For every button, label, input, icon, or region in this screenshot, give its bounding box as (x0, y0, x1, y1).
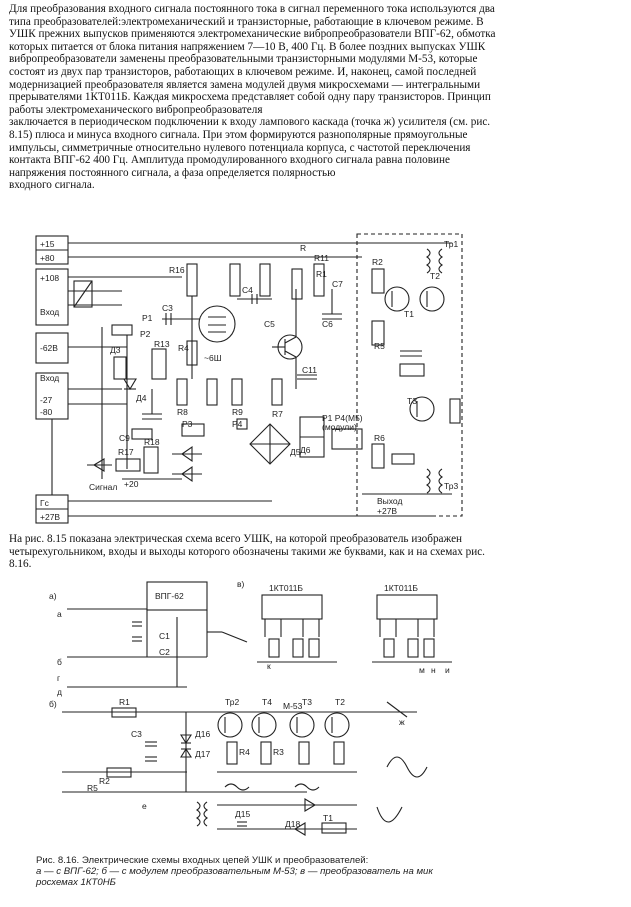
part-label: Тр1 (444, 239, 459, 249)
part-label: С3 (131, 729, 142, 739)
part-label: Р2 (140, 329, 151, 339)
part-label: Т3 (302, 697, 312, 707)
part-label: R7 (272, 409, 283, 419)
part-label: С4 (242, 285, 253, 295)
panel-label: в) (237, 579, 245, 589)
part-label: Д17 (195, 749, 211, 759)
text-line: состоят из двух пар транзисторов, работающих в ключевом режиме. И, наконец, самой последней (9, 65, 477, 78)
node-letter: д (57, 687, 62, 697)
intro-paragraph (9, 3, 609, 192)
terminal-label: Вход (40, 307, 60, 317)
part-label: С2 (159, 647, 170, 657)
part-label: Тр3 (444, 481, 459, 491)
part-label: Д15 (235, 809, 251, 819)
node-letter: и (445, 665, 450, 675)
part-label: R11 (314, 253, 329, 263)
part-label: Т1 (404, 309, 414, 319)
schematic-8-16-drawing (47, 577, 495, 853)
part-label: Д4 (136, 393, 147, 403)
part-label: R2 (99, 776, 110, 786)
part-label: R16 (169, 265, 185, 275)
terminal-label: +27В (377, 506, 398, 516)
part-label: Р3 (182, 419, 193, 429)
terminal-label: Сигнал (89, 482, 118, 492)
part-label: R5 (87, 783, 98, 793)
component-label: ВПГ-62 (155, 591, 184, 601)
part-label: Т3 (407, 396, 417, 406)
part-label: Д18 (285, 819, 301, 829)
figure-caption (36, 855, 496, 888)
text-line: которых питается от блока питания напряжением 7—10 В, 400 Гц. В более поздних выпусках УШК (9, 40, 486, 53)
text-line: заключается в периодическом подключении к входу лампового каскада (точка ж) усилителя (см. рис. (9, 116, 491, 129)
part-label: R18 (144, 437, 160, 447)
text-line: типа преобразователей:электромеханический и транзисторные, работающие в ключевом режиме. В (9, 15, 484, 28)
part-label: С7 (332, 279, 343, 289)
node-letter: а (57, 609, 62, 619)
part-label: R17 (118, 447, 134, 457)
terminal-label: +27В (40, 512, 61, 522)
node-letter: г (57, 673, 61, 683)
part-label: Д3 (110, 345, 121, 355)
part-label: С3 (162, 303, 173, 313)
part-label: R13 (154, 339, 170, 349)
part-label: ~6Ш (204, 353, 222, 363)
part-label: R9 (232, 407, 243, 417)
part-label: Т1 (323, 813, 333, 823)
node-letter: е (142, 801, 147, 811)
caption-line: росхемах 1КТ0НБ (36, 877, 116, 888)
schematic-8-15-drawing (32, 229, 467, 526)
part-label: R2 (372, 257, 383, 267)
node-letter: ж (399, 717, 405, 727)
text-line: 8.16. (9, 558, 32, 571)
text-line: На рис. 8.15 показана электрическая схема всего УШК, на которой преобразователь изображен (9, 533, 463, 545)
label: Р1 Р4(М5) (322, 413, 363, 423)
part-label: Т2 (335, 697, 345, 707)
part-label: С11 (302, 365, 317, 375)
part-label: С9 (119, 433, 130, 443)
part-label: R1 (316, 269, 327, 279)
caption-line: а — с ВПГ-62; б — с модулем преобразовательным М-53; в — преобразователь на мик (36, 866, 433, 877)
part-label: Д6 (300, 445, 311, 455)
terminal-label: -27 (40, 395, 53, 405)
component-label: М-53 (283, 701, 303, 711)
schematic-figure-8-15 (32, 229, 467, 526)
part-label: R (300, 243, 307, 253)
part-label: R6 (374, 433, 385, 443)
node-letter: м (419, 665, 425, 675)
part-label: С6 (322, 319, 333, 329)
reference-paragraph (9, 533, 609, 571)
part-label: Т4 (262, 697, 272, 707)
node-letter: к (267, 661, 271, 671)
panel-label: б) (49, 699, 57, 709)
terminal-label: +80 (40, 253, 55, 263)
terminal-label: Вход (40, 373, 60, 383)
terminal-label: -80 (40, 407, 53, 417)
part-label: С5 (264, 319, 275, 329)
text-line: напряжения постоянного сигнала, а фаза определяется полярностью (9, 166, 336, 179)
part-label: R4 (239, 747, 250, 757)
text-line: работы электромеханического вибропреобразователя (9, 103, 263, 116)
node-letter: н (431, 665, 436, 675)
text-line: вибропреобразователи заменены преобразовательными транзисторными модулями М-53, которые (9, 53, 478, 66)
text-line: прерывателями 1КТ011Б. Каждая микросхема представляет собой одну пару транзисторов. Принцип (9, 91, 491, 104)
part-label: Т2 (430, 271, 440, 281)
terminal-label: +15 (40, 239, 55, 249)
text-line: контакта ВПГ-62 400 Гц. Амплитуда промодулированного входного сигнала равна половине (9, 154, 450, 167)
text-line: импульсы, симметричные относительно нулевого потенциала корпуса, с частотой переключения (9, 141, 471, 154)
part-label: R3 (273, 747, 284, 757)
component-label: 1КТ011Б (269, 583, 303, 593)
component-label: 1КТ011Б (384, 583, 418, 593)
part-label: R8 (177, 407, 188, 417)
terminal-label: Гс (40, 498, 49, 508)
part-label: Р1 (142, 313, 153, 323)
text-line: Для преобразования входного сигнала постоянного тока в сигнал переменного тока используются два (9, 3, 495, 15)
part-label: Д5 (290, 447, 301, 457)
caption-line: Рис. 8.16. Электрические схемы входных цепей УШК и преобразователей: (36, 855, 369, 866)
part-label: С1 (159, 631, 170, 641)
part-label: Р4 (232, 419, 243, 429)
label: (модули) (322, 422, 357, 432)
text-line: модернизацией преобразователя является замена модулей двумя микросхемами — интегральными (9, 78, 481, 91)
part-label: R1 (119, 697, 130, 707)
text-line: 8.15) плюса и минуса входного сигнала. При этом формируются разнополярные прямоугольные (9, 128, 468, 141)
schematic-figure-8-16 (47, 577, 495, 853)
node-letter: б (57, 657, 62, 667)
part-label: Тр2 (225, 697, 240, 707)
part-label: +20 (124, 479, 139, 489)
part-label: R4 (178, 343, 189, 353)
terminal-label: -62В (40, 343, 58, 353)
text-line: входного сигнала. (9, 179, 95, 192)
part-label: Д16 (195, 729, 211, 739)
text-line: четырехугольником, входы и выходы которого обозначены такими же буквами, как и на схемах рис. (9, 545, 485, 558)
part-label: R5 (374, 341, 385, 351)
terminal-label: +108 (40, 273, 60, 283)
panel-label: а) (49, 591, 57, 601)
text-line: УШК прежних выпусков применяются электромеханические вибропреобразователи ВПГ-62, обмотка (9, 28, 496, 41)
terminal-label: Выход (377, 496, 403, 506)
